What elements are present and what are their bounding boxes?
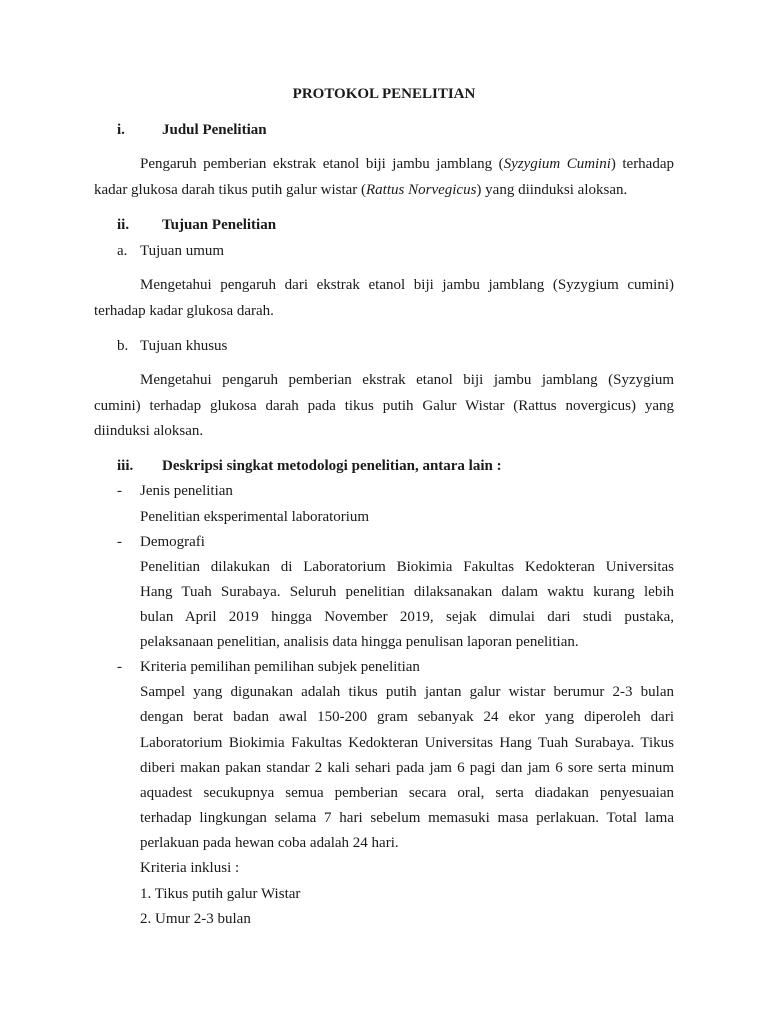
inklusi-label: Kriteria inklusi : — [140, 860, 240, 876]
bullet-dash: - — [117, 659, 122, 675]
kriteria-line-3: Laboratorium Biokimia Fakultas Kedokteran Universitas Hang Tuah Surabaya. Tikus — [140, 735, 674, 751]
document-title: PROTOKOL PENELITIAN — [292, 86, 476, 102]
tujuan-khusus-line-1: Mengetahui pengaruh pemberian ekstrak etanol biji jambu jamblang (Syzygium — [140, 372, 674, 388]
demografi-label: Demografi — [140, 534, 205, 550]
subsection-marker: b. — [117, 338, 129, 354]
kriteria-line-5: aquadest secukupnya semua pemberian secara oral, serta diadakan penyesuaian — [140, 785, 674, 801]
species-name-italic: Syzygium Cumini — [503, 156, 611, 172]
bullet-dash: - — [117, 534, 122, 550]
kriteria-line-6: terhadap lingkungan selama 7 hari sebelum memasuki masa perlakuan. Total lama — [140, 810, 674, 826]
judul-text: Pengaruh pemberian ekstrak etanol biji jambu jamblang ( — [140, 156, 504, 172]
judul-text: ) terhadap — [610, 156, 674, 172]
bullet-dash: - — [117, 483, 122, 499]
kriteria-label: Kriteria pemilihan pemilihan subjek penelitian — [140, 659, 420, 675]
section-heading-tujuan — [117, 217, 276, 234]
section-heading-text: Deskripsi singkat metodologi penelitian, antara lain : — [162, 458, 502, 474]
section-number: i. — [117, 122, 125, 138]
inklusi-item: 1. Tikus putih galur Wistar — [140, 886, 301, 902]
demografi-line-2: Hang Tuah Surabaya. Seluruh penelitian dilaksanakan dalam waktu kurang lebih — [140, 584, 674, 600]
kriteria-line-7: perlakuan pada hewan coba adalah 24 hari. — [140, 835, 399, 851]
tujuan-khusus-line-3: diinduksi aloksan. — [94, 423, 204, 439]
section-heading-text: Judul Penelitian — [162, 122, 267, 138]
demografi-line-1: Penelitian dilakukan di Laboratorium Biokimia Fakultas Kedokteran Universitas — [140, 559, 674, 575]
section-number: ii. — [117, 217, 130, 233]
judul-text: kadar glukosa darah tikus putih galur wistar ( — [94, 182, 367, 198]
kriteria-line-1: Sampel yang digunakan adalah tikus putih jantan galur wistar berumur 2-3 bulan — [140, 684, 674, 700]
subsection-label: Tujuan khusus — [140, 338, 228, 354]
section-heading-judul — [117, 122, 267, 139]
tujuan-umum-line-2: terhadap kadar glukosa darah. — [94, 303, 274, 319]
section-number: iii. — [117, 458, 134, 474]
jenis-penelitian-label: Jenis penelitian — [140, 483, 233, 499]
section-heading-metodologi — [117, 458, 502, 475]
species-name-italic: Rattus Norvegicus — [366, 182, 477, 198]
subsection-tujuan-umum — [117, 243, 224, 260]
jenis-penelitian-value: Penelitian eksperimental laboratorium — [140, 509, 370, 525]
kriteria-line-2: dengan berat badan awal 150-200 gram sebanyak 24 ekor yang diperoleh dari — [140, 709, 674, 725]
judul-line-1 — [140, 156, 674, 173]
subsection-tujuan-khusus — [117, 338, 227, 355]
section-heading-text: Tujuan Penelitian — [162, 217, 277, 233]
inklusi-item: 2. Umur 2-3 bulan — [140, 911, 251, 927]
tujuan-umum-line-1: Mengetahui pengaruh dari ekstrak etanol biji jambu jamblang (Syzygium cumini) — [140, 277, 674, 293]
subsection-label: Tujuan umum — [140, 243, 225, 259]
tujuan-khusus-line-2: cumini) terhadap glukosa darah pada tikus putih Galur Wistar (Rattus novergicus) yang — [94, 398, 674, 414]
judul-line-2 — [94, 182, 627, 199]
demografi-line-3: bulan April 2019 hingga November 2019, sejak dimulai dari studi pustaka, — [140, 609, 674, 625]
judul-text: ) yang diinduksi aloksan. — [476, 182, 628, 198]
demografi-line-4: pelaksanaan penelitian, analisis data hingga penulisan laporan penelitian. — [140, 634, 579, 650]
subsection-marker: a. — [117, 243, 128, 259]
kriteria-line-4: diberi makan pakan standar 2 kali sehari pada jam 6 pagi dan jam 6 sore serta minum — [140, 760, 674, 776]
